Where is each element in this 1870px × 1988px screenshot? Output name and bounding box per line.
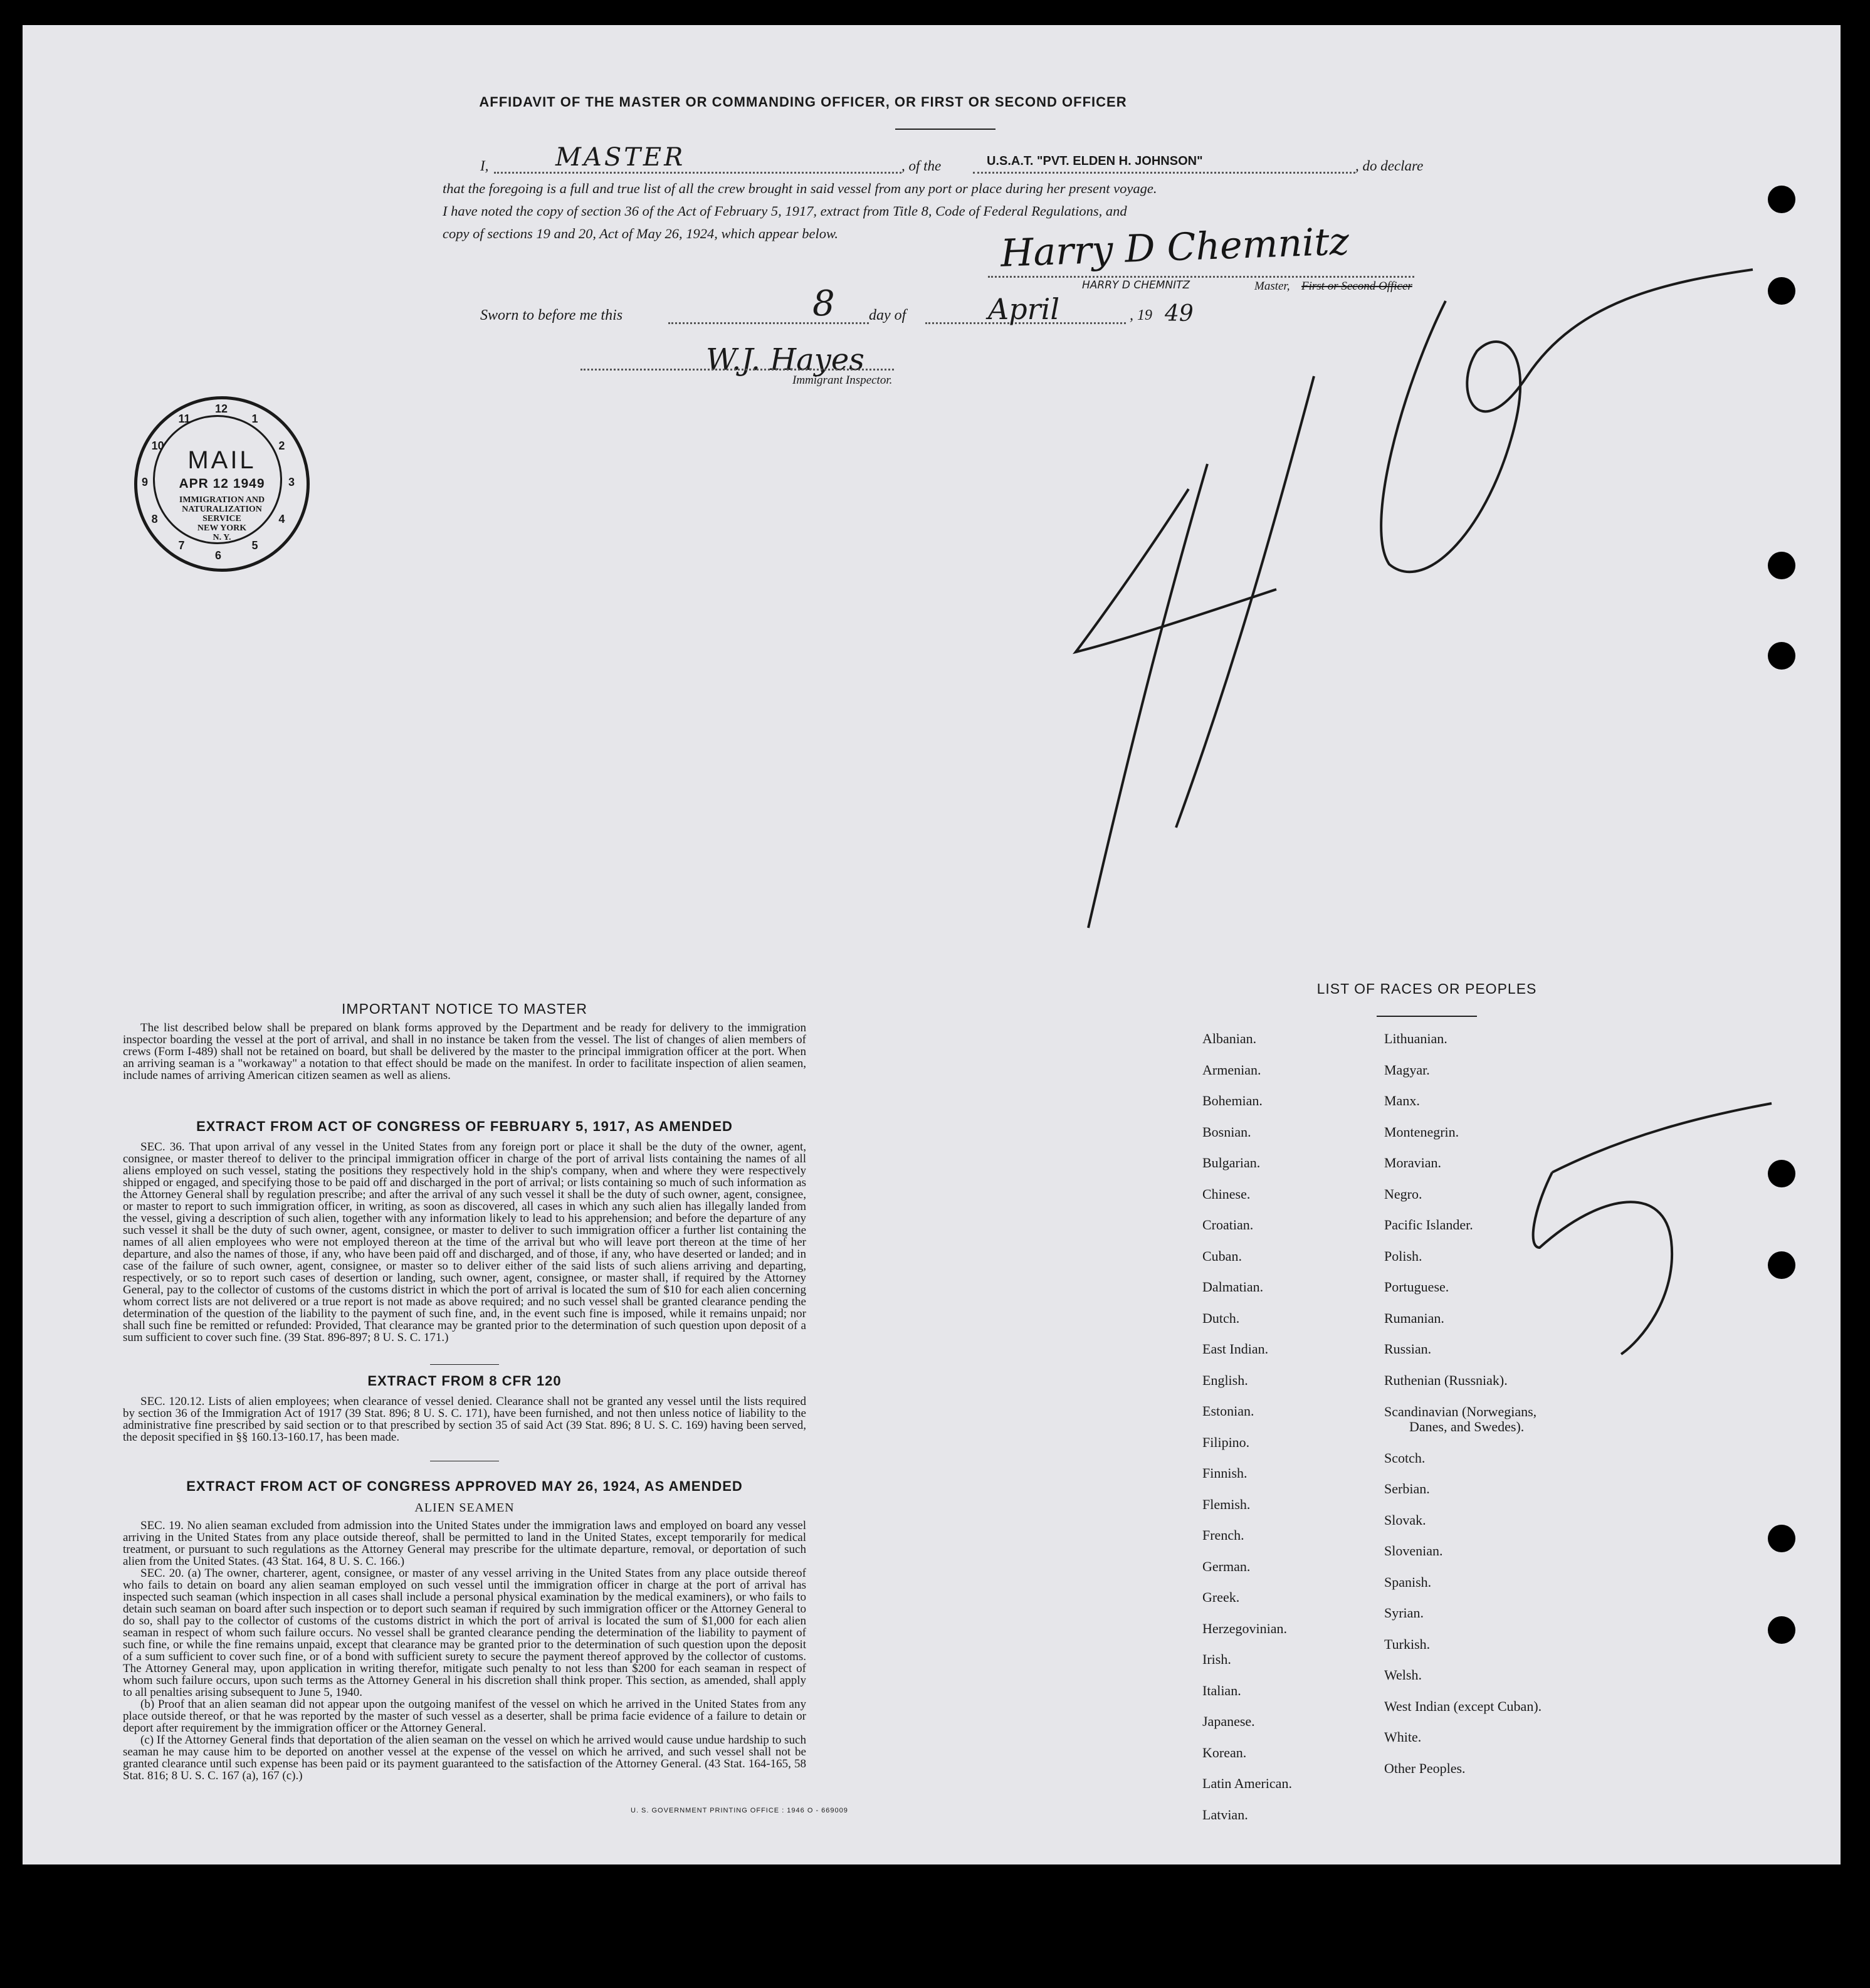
stamp-ring-number: 8 xyxy=(151,512,158,525)
day-dotted-line xyxy=(668,322,869,324)
stamp-ring-number: 9 xyxy=(142,476,149,488)
affidavit-line2: that the foregoing is a full and true list of all the crew brought in said vessel from any port or place during her present voyage. xyxy=(443,181,1157,196)
race-item: Manx. xyxy=(1384,1093,1420,1108)
race-item: Cuban. xyxy=(1202,1248,1242,1264)
race-item: Rumanian. xyxy=(1384,1310,1444,1326)
race-item: West Indian (except Cuban). xyxy=(1384,1698,1542,1714)
extract-8cfr-text xyxy=(123,1396,806,1443)
stamp-ring-number: 1 xyxy=(251,412,258,425)
notice-paragraph: The list described below shall be prepared on blank forms approved by the Department and be ready for delivery to the immigration inspector boarding the vessel at the port of arrival, and shall in no instance be taken from the vessel. The list of changes of alien members of crews (Form I-489) shall not be retained on board, but shall be delivered by the master to the principal immigration officer at the port. When an arriving seaman is a "workaway" a notation to that effect should be made on the manifest. In order to facilitate inspection of alien seamen, include names of arriving American citizen seamen as well as aliens. xyxy=(123,1021,806,1082)
race-item: East Indian. xyxy=(1202,1341,1269,1357)
race-item: Italian. xyxy=(1202,1682,1241,1698)
stamp-line2: NATURALIZATION xyxy=(182,505,262,514)
race-item: Croatian. xyxy=(1202,1217,1254,1233)
race-item: White. xyxy=(1384,1729,1422,1745)
stamp-mail-text: MAIL xyxy=(187,446,256,474)
race-item: Magyar. xyxy=(1384,1061,1430,1078)
race-item: Turkish. xyxy=(1384,1636,1431,1652)
divider xyxy=(430,1364,499,1365)
race-item: Bulgarian. xyxy=(1202,1155,1261,1170)
binder-hole xyxy=(1768,1525,1795,1552)
stamp-line3: SERVICE xyxy=(202,514,241,523)
numeral-5-stroke xyxy=(1533,1103,1772,1354)
struck-officer-text: First or Second Officer xyxy=(1301,280,1412,293)
name-dotted-line xyxy=(494,172,901,174)
race-item: Russian. xyxy=(1384,1341,1432,1357)
stamp-date: APR 12 1949 xyxy=(179,476,265,491)
stamp-ring-number: 2 xyxy=(278,439,285,452)
race-item: Dutch. xyxy=(1202,1310,1240,1326)
race-item: Syrian. xyxy=(1384,1605,1424,1621)
race-item: Welsh. xyxy=(1384,1667,1422,1683)
handwritten-418 xyxy=(1038,263,1828,940)
stamp-line5: N. Y. xyxy=(213,533,231,542)
race-item: Serbian. xyxy=(1384,1481,1430,1496)
sworn-day: 8 xyxy=(812,283,835,324)
year-prefix: , 19 xyxy=(1130,307,1152,323)
master-signature: Harry D Chemnitz xyxy=(999,219,1350,276)
race-item: French. xyxy=(1202,1527,1244,1543)
race-item: Polish. xyxy=(1384,1248,1422,1264)
stamp-ring-number: 5 xyxy=(251,539,258,552)
race-item: Scandinavian (Norwegians, xyxy=(1384,1403,1537,1419)
race-item: Dalmatian. xyxy=(1202,1279,1264,1295)
inspector-signature: W.J. Hayes xyxy=(706,342,864,377)
race-item: German. xyxy=(1202,1558,1251,1574)
binder-hole xyxy=(1768,186,1795,213)
race-item: Armenian. xyxy=(1202,1061,1261,1078)
race-item: Pacific Islander. xyxy=(1384,1217,1473,1233)
stamp-line4: NEW YORK xyxy=(197,523,247,533)
affidavit-line4: copy of sections 19 and 20, Act of May 26, 1924, which appear below. xyxy=(443,226,838,241)
notice-title: IMPORTANT NOTICE TO MASTER xyxy=(342,1001,587,1017)
do-declare-text: , do declare xyxy=(1355,158,1424,174)
stamp-ring-number: 12 xyxy=(215,402,228,415)
race-item: Estonian. xyxy=(1202,1403,1254,1419)
affidavit-title: AFFIDAVIT OF THE MASTER OR COMMANDING OFFICER, OR FIRST OR SECOND OFFICER xyxy=(479,94,1127,110)
race-item: Portuguese. xyxy=(1384,1279,1449,1295)
stamp-ring-number: 4 xyxy=(278,512,285,525)
race-item: Chinese. xyxy=(1202,1186,1251,1202)
printer-imprint: U. S. GOVERNMENT PRINTING OFFICE : 1946 O - 669009 xyxy=(631,1807,848,1814)
extract-1917-title: EXTRACT FROM ACT OF CONGRESS OF FEBRUARY 5, 1917, AS AMENDED xyxy=(196,1118,733,1134)
race-item: Lithuanian. xyxy=(1384,1031,1447,1046)
stamp-ring-number: 7 xyxy=(178,539,185,552)
stamp-ring-number: 11 xyxy=(178,412,191,425)
race-item: Bohemian. xyxy=(1202,1093,1263,1108)
extract-1924-text xyxy=(123,1520,806,1782)
race-item: Herzegovinian. xyxy=(1202,1620,1287,1636)
numeral-8-stroke xyxy=(1381,270,1753,572)
race-item: Other Peoples. xyxy=(1384,1760,1466,1776)
extract-8cfr-title: EXTRACT FROM 8 CFR 120 xyxy=(367,1373,562,1389)
sec-20a-paragraph: SEC. 20. (a) The owner, charterer, agent, consignee, or master of any vessel arriving in the United States from any place outside thereof who fails to detain on board any alien seaman employed on such vessel until the immigration officer in charge at the port of arrival has inspected such seaman (which inspection in all cases shall include a personal physical examination by the medical examiners), or who fails to detain such seaman on board after such inspection or to deport such seaman if required by such immigration officer or the Attorney General to do so, shall pay to the collector of customs of the customs district in which the port of arrival is located the sum of $1,000 for each alien seaman in respect of whom such failure occurs. No vessel shall be granted clearance pending the determination of the liability to payment of such fine, or while the fine remains unpaid, except that clearance may be granted prior to the determination of such question upon the deposit of a sum sufficient to cover such fine, or of a bond with sufficient surety to secure the payment thereof approved by the collector of customs. The Attorney General may, upon application in writing therefor, mitigate such penalty to not less than $200 for each seaman in respect of whom such failure occurs, upon such terms as the Attorney General in his discretion shall think proper. This section, as amended, shall apply to all penalties arising subsequent to June 5, 1940. xyxy=(123,1567,806,1699)
sworn-month: April xyxy=(988,292,1060,326)
stamp-ring-number: 6 xyxy=(215,549,222,562)
race-item: Spanish. xyxy=(1384,1574,1432,1590)
stamp-ring-number: 3 xyxy=(288,476,295,488)
extract-8cfr-paragraph: SEC. 120.12. Lists of alien employees; when clearance of vessel denied. Clearance shall not be granted any vessel until the lists required by section 36 of the Immigration Act of 1917 (39 Stat. 896; 8 U. S. C. 171), have been furnished, and not then unless notice of liability to the administrative fine prescribed by said section or to that prescribed by section 35 of said Act (39 Stat. 896; 8 U. S. C. 169) having been served, the deposit specified in §§ 160.13-160.17, has been made. xyxy=(123,1395,806,1444)
numeral-1-stroke xyxy=(1176,376,1314,828)
race-item: Filipino. xyxy=(1202,1434,1250,1450)
mail-stamp xyxy=(134,396,310,572)
sec-20c-paragraph: (c) If the Attorney General finds that deportation of the alien seaman on the vessel on which he arrived would cause undue hardship to such seaman he may cause him to be deported on another vessel at the expense of the vessel on which he arrived, and such vessel shall not be granted clearance until such expense has been paid or its payment guaranteed to the satisfaction of the Attorney General. (43 Stat. 164-165, 58 Stat. 816; 8 U. S. C. 167 (a), 167 (c).) xyxy=(123,1733,806,1782)
document-page xyxy=(23,25,1841,1864)
race-item: English. xyxy=(1202,1372,1248,1388)
race-item: Albanian. xyxy=(1202,1031,1257,1046)
extract-1917-text xyxy=(123,1141,806,1344)
extract-1917-paragraph: SEC. 36. That upon arrival of any vessel in the United States from any foreign port or place it shall be the duty of the owner, agent, consignee, or master thereof to deliver to the principal immigration officer in charge of the port of arrival lists containing the names of all aliens employed on such vessel, stating the positions they respectively hold in the ship's company, when and where they were respectively shipped or engaged, and specifying those to be paid off and discharged in the port of arrival; or lists containing so much of such information as the Attorney General shall by regulation prescribe; and after the arrival of any such vessel it shall be the duty of such owner, agent, consignee, or master to report to such immigration officer, in writing, as soon as discovered, all cases in which any such alien has illegally landed from the vessel, giving a description of such alien, together with any information likely to lead to his apprehension; and before the departure of any such vessel it shall be the duty of such owner, agent, consignee, or master to deliver to such immigration officer a further list containing the names of all alien employees who were not employed thereon at the time of the arrival but who will leave port thereon at the time of her departure, and also the names of those, if any, who have been paid off and discharged, and of those, if any, who have deserted or landed; and in case of the failure of such owner, agent, consignee, or master so to deliver either of the said lists of such aliens arriving and departing, respectively, or so to report such cases of desertion or landing, such owner, agent, consignee, or master shall, if required by the Attorney General, pay to the collector of customs of the customs district in which the port of arrival is located the sum of $10 for each alien concerning whom correct lists are not delivered or a true report is not made as above required; and no such vessel shall be granted clearance pending the determination of the question of the liability to the payment of such fine, and, in the event such fine is imposed, while it remains unpaid; nor shall such fine be remitted or refunded: Provided, That clearance may be granted prior to the determination of such question upon deposit of a sum sufficient to cover such fine. (39 Stat. 896-897; 8 U. S. C. 171.) xyxy=(123,1140,806,1344)
alien-seamen-subtitle: ALIEN SEAMEN xyxy=(414,1501,515,1515)
handwritten-5 xyxy=(1502,1091,1790,1379)
stamp-line1: IMMIGRATION AND xyxy=(179,495,265,505)
race-item: Latin American. xyxy=(1202,1775,1292,1791)
races-title: LIST OF RACES OR PEOPLES xyxy=(1316,981,1537,997)
sworn-prefix: Sworn to before me this xyxy=(480,307,623,323)
race-item: Montenegrin. xyxy=(1384,1123,1459,1140)
signer-printed-name: HARRY D CHEMNITZ xyxy=(1082,279,1190,292)
notice-text xyxy=(123,1022,806,1081)
race-item: Bosnian. xyxy=(1202,1123,1251,1140)
race-item: Danes, and Swedes). xyxy=(1409,1418,1525,1434)
race-item: Moravian. xyxy=(1384,1155,1442,1170)
race-item: Latvian. xyxy=(1202,1806,1248,1822)
extract-1924-title: EXTRACT FROM ACT OF CONGRESS APPROVED MAY 26, 1924, AS AMENDED xyxy=(186,1478,743,1494)
binder-hole xyxy=(1768,1616,1795,1644)
year-suffix: 49 xyxy=(1165,301,1194,327)
race-item: Japanese. xyxy=(1202,1713,1255,1729)
numeral-4-down xyxy=(1088,464,1207,928)
sec-19-paragraph: SEC. 19. No alien seaman excluded from admission into the United States under the immigration laws and employed on board any vessel arriving in the United States from any place outside thereof, shall be permitted to land in the United States, except temporarily for medical treatment, or pursuant to such regulations as the Attorney General may prescribe for the ultimate departure, removal, or deportation of such alien from the United States. (43 Stat. 164, 8 U. S. C. 166.) xyxy=(123,1519,806,1568)
races-title-underline xyxy=(1377,1016,1477,1017)
vessel-dotted-line xyxy=(973,172,1355,174)
affidavit-line1-prefix: I, xyxy=(480,158,489,174)
race-item: Finnish. xyxy=(1202,1465,1248,1481)
race-item: Scotch. xyxy=(1384,1449,1426,1466)
vessel-name: U.S.A.T. "PVT. ELDEN H. JOHNSON" xyxy=(987,154,1203,168)
race-item: Ruthenian (Russniak). xyxy=(1384,1372,1508,1388)
race-item: Slovak. xyxy=(1384,1512,1426,1528)
inspector-dotted-line xyxy=(580,369,894,371)
sec-20b-paragraph: (b) Proof that an alien seaman did not appear upon the outgoing manifest of the vessel on which he arrived in the United States from any place outside thereof, or that he was reported by the master of such vessel as a deserter, shall be prima facie evidence of a failure to detain or deport after requirement by the immigration officer or the Attorney General. xyxy=(123,1698,806,1735)
inspector-label: Immigrant Inspector. xyxy=(792,374,893,387)
numeral-4-stroke xyxy=(1076,489,1276,652)
race-item: Slovenian. xyxy=(1384,1543,1443,1559)
race-item: Korean. xyxy=(1202,1744,1247,1760)
name-handwritten: MASTER xyxy=(555,143,686,172)
title-underline xyxy=(895,129,995,130)
of-the-text: , of the xyxy=(901,158,942,174)
race-item: Irish. xyxy=(1202,1651,1231,1667)
day-of-text: day of xyxy=(869,307,906,323)
stamp-ring-number: 10 xyxy=(151,439,164,452)
race-item: Greek. xyxy=(1202,1589,1240,1605)
race-item: Flemish. xyxy=(1202,1496,1251,1512)
affidavit-line3: I have noted the copy of section 36 of the Act of February 5, 1917, extract from Title 8, Code of Federal Regulations, and xyxy=(443,203,1127,219)
master-label: Master, xyxy=(1254,280,1290,293)
race-item: Negro. xyxy=(1384,1186,1422,1202)
